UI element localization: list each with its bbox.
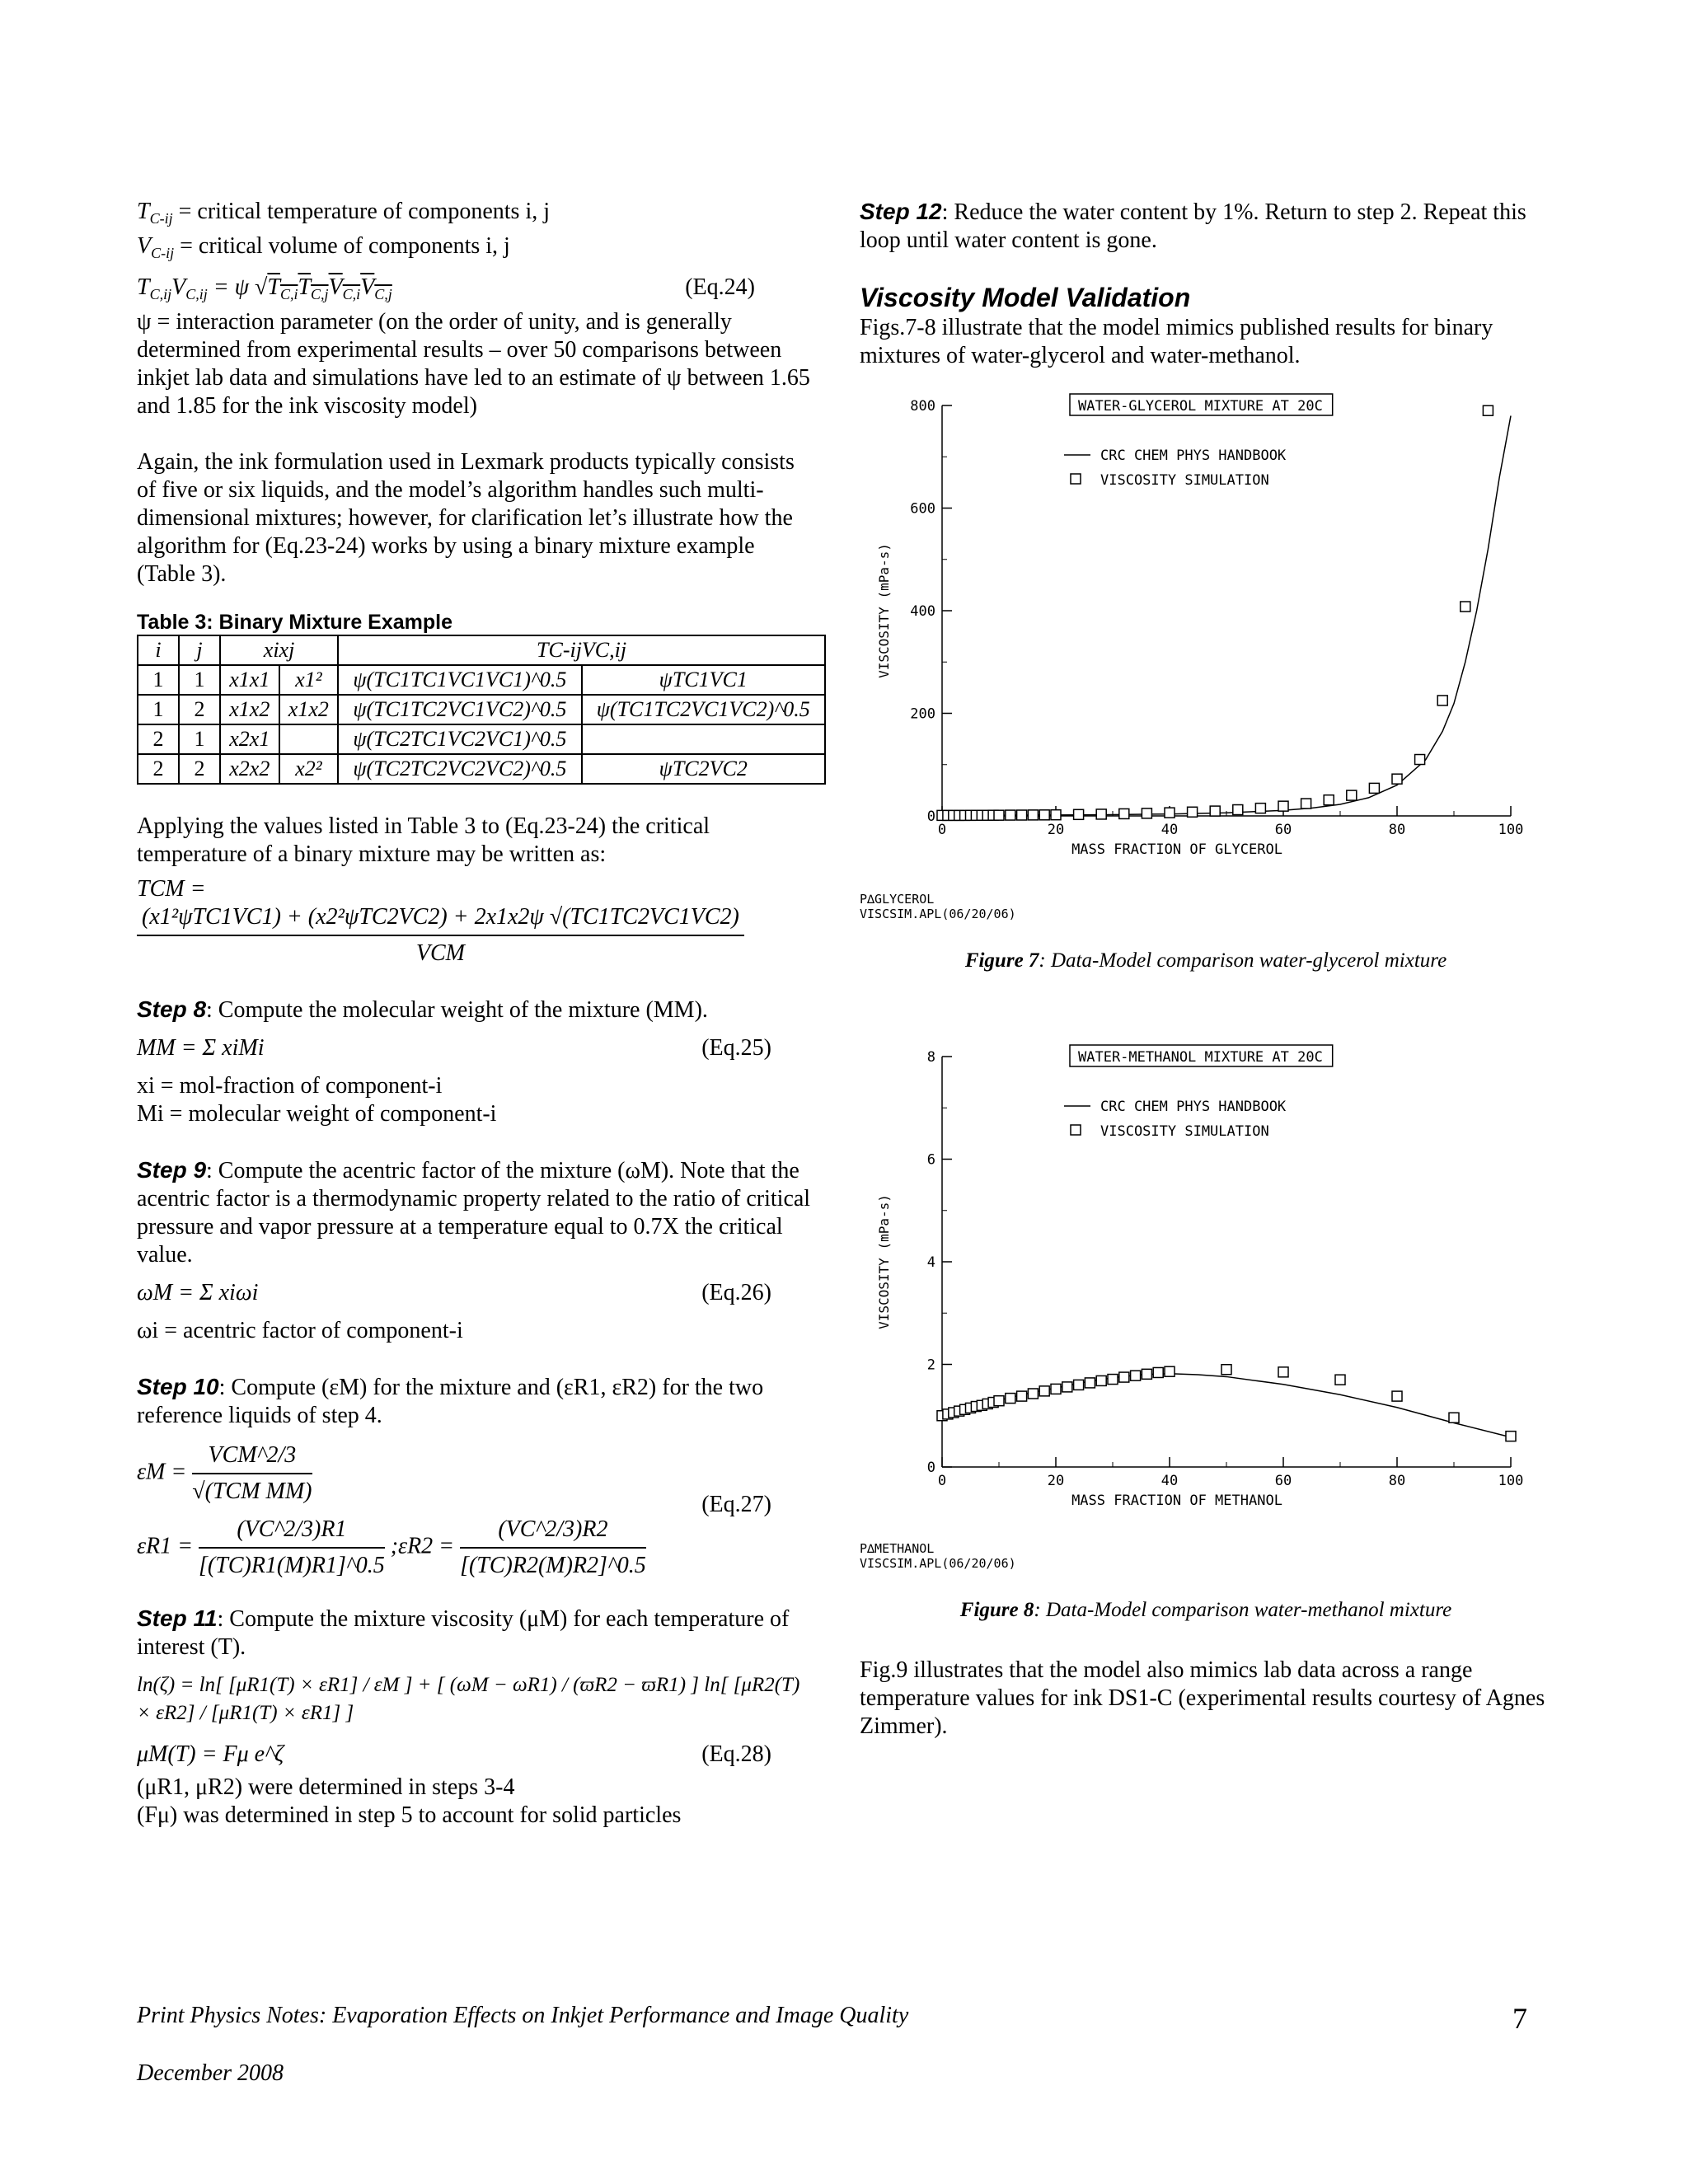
data-point [1074,809,1084,819]
table-cell: x2x1 [220,724,279,754]
tcm-equation [137,875,813,968]
table-cell [582,724,825,754]
eq28-label: (Eq.28) [701,1741,771,1767]
data-point [1085,1378,1095,1388]
applying-paragraph: Applying the values listed in Table 3 to (Eq.23-24) the critical temperature of a binary mixture may be written as: [137,813,710,867]
data-point [1392,774,1402,784]
x-tick-label: 0 [937,822,947,838]
section-title: Viscosity Model Validation [860,283,1191,312]
tcm-fraction [137,903,744,968]
data-point [1278,801,1288,811]
data-point [1506,1432,1516,1441]
x-tick-label: 20 [1047,822,1065,838]
data-point [1028,1389,1038,1399]
data-point [1017,1391,1027,1401]
y-tick-label: 8 [926,1049,935,1066]
data-point [1415,755,1425,765]
eq27-er: εR1 = $\frac{(VC\^{}2/3)R1}{[(TC)R1(M)R1]\^{}0.5}$ ;εR2 = $\frac{(VC\^{}2/3)R2}{[(TC)R2(M)R2]\^{}0.5}$ (Eq.27) [137,1492,771,1578]
y-tick-label: 200 [910,705,935,723]
data-point [1051,1384,1061,1394]
methanol-chart [860,1038,1552,1509]
table-cell: 2 [138,754,179,784]
x-tick-label: 20 [1047,1473,1065,1489]
table-cell: ψ(TC1TC1VC1VC1)^0.5 [338,665,581,695]
data-point [1142,808,1151,818]
mi-definition: Mi = molecular weight of component-i [137,1101,497,1127]
data-point [1119,1372,1129,1382]
data-point [1039,810,1049,820]
table-cell: 2 [179,695,220,724]
psi-definition: ψ = interaction parameter (on the order of unity, and is generally determined from experimental results – over 50 comparisons between inkjet lab data and simulations have led to an estimate of ψ between 1.65 and 1.85 for the ink viscosity model) [137,309,810,419]
data-point [1221,1365,1231,1375]
table-row [138,665,825,695]
y-tick-label: 800 [910,398,935,415]
x-tick-label: 100 [1498,822,1524,838]
fig8-caption: Figure 8: Data-Model comparison water-methanol mixture [959,1599,1452,1621]
table-header: TC-ijVC,ij [338,635,825,665]
tcm-denominator: VCM [415,940,465,966]
eq26: ωM = Σ xiωi (Eq.26) [137,1280,771,1305]
left-column [137,198,813,1830]
er1-fraction: $\frac{(VC\^{}2/3)R1}{[(TC)R1(M)R1]\^{}0.5}$ [199,1516,385,1578]
data-point [1051,810,1061,820]
table-header: i [138,635,179,665]
x-tick-label: 60 [1274,1473,1292,1489]
data-point [1437,696,1447,705]
eq27-label: (Eq.27) [701,1492,771,1517]
y-tick-label: 600 [910,500,935,518]
x-tick-label: 0 [937,1473,947,1489]
x-axis-label: MASS FRACTION OF METHANOL [1071,1493,1282,1509]
data-point [1347,790,1357,800]
table-cell: x1x2 [220,695,279,724]
fig7-footnote: P∆GLYCEROL VISCSIM.APL(06/20/06) [860,892,1016,921]
step8: Step 8: Compute the molecular weight of the mixture (MM). [137,996,708,1023]
data-point [1255,804,1265,813]
omega-definition: ωi = acentric factor of component-i [137,1318,463,1343]
fig8-footnote: P∆METHANOL VISCSIM.APL(06/20/06) [860,1541,1016,1571]
data-point [1062,1382,1072,1392]
def-vcij: $V_{C-ij}$ = critical volume of components i, j [137,233,510,261]
table3-caption: Table 3: Binary Mixture Example [137,611,452,634]
table-row [138,754,825,784]
eq27-em: εM = $\frac{\text{VCM\textasciicircum{}2/3}}{\text{√(TCM MM)}}$ [137,1442,312,1504]
eq25-label: (Eq.25) [701,1035,771,1061]
step12: Step 12: Reduce the water content by 1%. Return to step 2. Repeat this loop until water content is gone. [860,199,1526,253]
table-cell: ψTC1VC1 [582,665,825,695]
data-point [1074,1380,1084,1390]
x-tick-label: 80 [1388,822,1406,838]
table-cell: x1x2 [279,695,339,724]
table-header: j [179,635,220,665]
table-cell: x2x2 [220,754,279,784]
data-point [1017,810,1027,820]
chart-title: WATER-GLYCEROL MIXTURE AT 20C [1078,398,1323,415]
fig9-paragraph: Fig.9 illustrates that the model also mimics lab data across a range temperature values for ink DS1-C (experimental results courtesy of Agnes Zimmer). [860,1657,1545,1739]
x-tick-label: 40 [1160,822,1179,838]
table-cell: 2 [179,754,220,784]
data-point [1301,799,1311,808]
data-point [1233,805,1243,815]
table-header-row [138,635,825,665]
table-cell: ψ(TC2TC1VC2VC1)^0.5 [338,724,581,754]
eq24: $T_{C,ij}V_{C,ij} = \psi$ $√T_{C,i}T_{C,j}V_{C,i}V_{C,j}$ (Eq.24) [137,274,755,302]
tcm-numerator: (x1²ψTC1VC1) + (x2²ψTC2VC2) + 2x1x2ψ √(TC1TC2VC1VC2) [137,903,744,936]
data-point [1369,783,1379,793]
y-tick-label: 2 [926,1357,935,1374]
footer-title: Print Physics Notes: Evaporation Effects on Inkjet Performance and Image Quality [137,2003,909,2028]
y-tick-label: 4 [926,1254,935,1271]
data-point [994,1396,1004,1406]
data-point [1188,807,1198,817]
data-point [1153,1367,1163,1377]
er2-fraction: $\frac{(VC\^{}2/3)R2}{[(TC)R2(M)R2]\^{}0.5}$ [460,1516,646,1578]
legend-entry: CRC CHEM PHYS HANDBOOK [1100,1099,1287,1115]
table-row [138,724,825,754]
table-cell: 2 [138,724,179,754]
data-point [1210,806,1220,816]
table-cell: 1 [138,695,179,724]
data-point [1096,1376,1106,1385]
y-tick-label: 400 [910,603,935,620]
mu-note: (μR1, μR2) were determined in steps 3-4 [137,1774,515,1800]
fig7-caption: Figure 7: Data-Model comparison water-glycerol mixture [964,949,1447,972]
table-cell: 1 [179,665,220,695]
table-cell: ψ(TC2TC2VC2VC2)^0.5 [338,754,581,784]
legend-entry: CRC CHEM PHYS HANDBOOK [1100,448,1287,464]
table3 [137,635,826,785]
legend-marker-swatch [1071,1125,1081,1135]
def-tcij: $T_{C-ij}$ = critical temperature of components i, j [137,199,550,227]
page-number: 7 [1512,2002,1527,2035]
tcm-lhs: TCM = [137,876,206,902]
glycerol-chart [860,387,1552,858]
table-row [138,695,825,724]
data-point [1483,405,1493,415]
data-point [1039,1386,1049,1396]
em-fraction: $\frac{\text{VCM\textasciicircum{}2/3}}{\text{√(TCM MM)}}$ [192,1442,312,1504]
table-cell: 1 [138,665,179,695]
table-cell [279,724,339,754]
y-tick-label: 6 [926,1151,935,1169]
series-line [942,1374,1511,1437]
x-tick-label: 40 [1160,1473,1179,1489]
data-point [994,810,1004,820]
legend-entry: VISCOSITY SIMULATION [1100,1123,1269,1140]
eq25: MM = Σ xiMi (Eq.25) [137,1035,771,1061]
y-axis-label: VISCOSITY (mPa-s) [876,1194,892,1329]
again-paragraph: Again, the ink formulation used in Lexmark products typically consists of five or six liquids, and the model’s algorithm handles such multi-dimensional mixtures; however, for clarification let’s illustrate how the algorithm for (Eq.23-24) works by using a binary mixture example (Table 3). [137,449,795,587]
data-point [1028,810,1038,820]
table-cell: ψ(TC1TC2VC1VC2)^0.5 [582,695,825,724]
footer-date: December 2008 [137,2060,284,2086]
table-cell: x1x1 [220,665,279,695]
data-point [1131,1371,1141,1380]
data-point [1119,808,1129,818]
data-point [1324,795,1334,805]
validation-paragraph: Figs.7-8 illustrate that the model mimics published results for binary mixtures of water-glycerol and water-methanol. [860,315,1493,368]
step10: Step 10: Compute (εM) for the mixture and (εR1, εR2) for the two reference liquids of step 4. [137,1374,764,1428]
table-cell: ψ(TC1TC2VC1VC2)^0.5 [338,695,581,724]
data-point [1165,1366,1175,1376]
eq26-label: (Eq.26) [701,1280,771,1305]
table-header: xixj [220,635,338,665]
data-point [1461,602,1470,612]
data-point [1108,1375,1118,1385]
step9: Step 9: Compute the acentric factor of the mixture (ωM). Note that the acentric factor is a thermodynamic property related to the ratio of critical pressure and vapor pressure at a temperature equal to 0.7X the critical value. [137,1157,811,1268]
data-point [1392,1391,1402,1401]
x-tick-label: 60 [1274,822,1292,838]
eq28-ln: ln(ζ) = ln[ [μR1(T) × εR1] / εM ] + [ (ωM − ωR1) / (ϖR2 − ϖR1) ] ln[ [μR2(T) × εR2] / [μR1(T) × εR1] ] [137,1674,800,1724]
right-column [860,198,1552,1739]
x-tick-label: 80 [1388,1473,1406,1489]
table-cell: x1² [279,665,339,695]
y-axis-label: VISCOSITY (mPa-s) [876,543,892,678]
x-tick-label: 100 [1498,1473,1524,1489]
fmu-note: (Fμ) was determined in step 5 to account for solid particles [137,1802,682,1828]
data-point [1278,1367,1288,1377]
y-tick-label: 0 [926,808,935,825]
chart-title: WATER-METHANOL MIXTURE AT 20C [1078,1049,1323,1066]
xi-definition: xi = mol-fraction of component-i [137,1073,443,1099]
legend-marker-swatch [1071,474,1081,484]
legend-entry: VISCOSITY SIMULATION [1100,472,1269,489]
data-point [1335,1375,1345,1385]
data-point [1006,810,1015,820]
data-point [1449,1413,1459,1422]
data-point [1096,809,1106,819]
eq28-mu: μM(T) = Fμ e^ζ (Eq.28) [137,1741,771,1767]
x-axis-label: MASS FRACTION OF GLYCEROL [1071,841,1282,858]
eq24-label: (Eq.24) [685,274,755,300]
data-point [1165,808,1175,818]
y-tick-label: 0 [926,1460,935,1476]
table-cell: ψTC2VC2 [582,754,825,784]
table-cell: x2² [279,754,339,784]
data-point [1142,1369,1151,1379]
step11: Step 11: Compute the mixture viscosity (μM) for each temperature of interest (T). [137,1605,790,1660]
table-cell: 1 [179,724,220,754]
data-point [1006,1394,1015,1404]
